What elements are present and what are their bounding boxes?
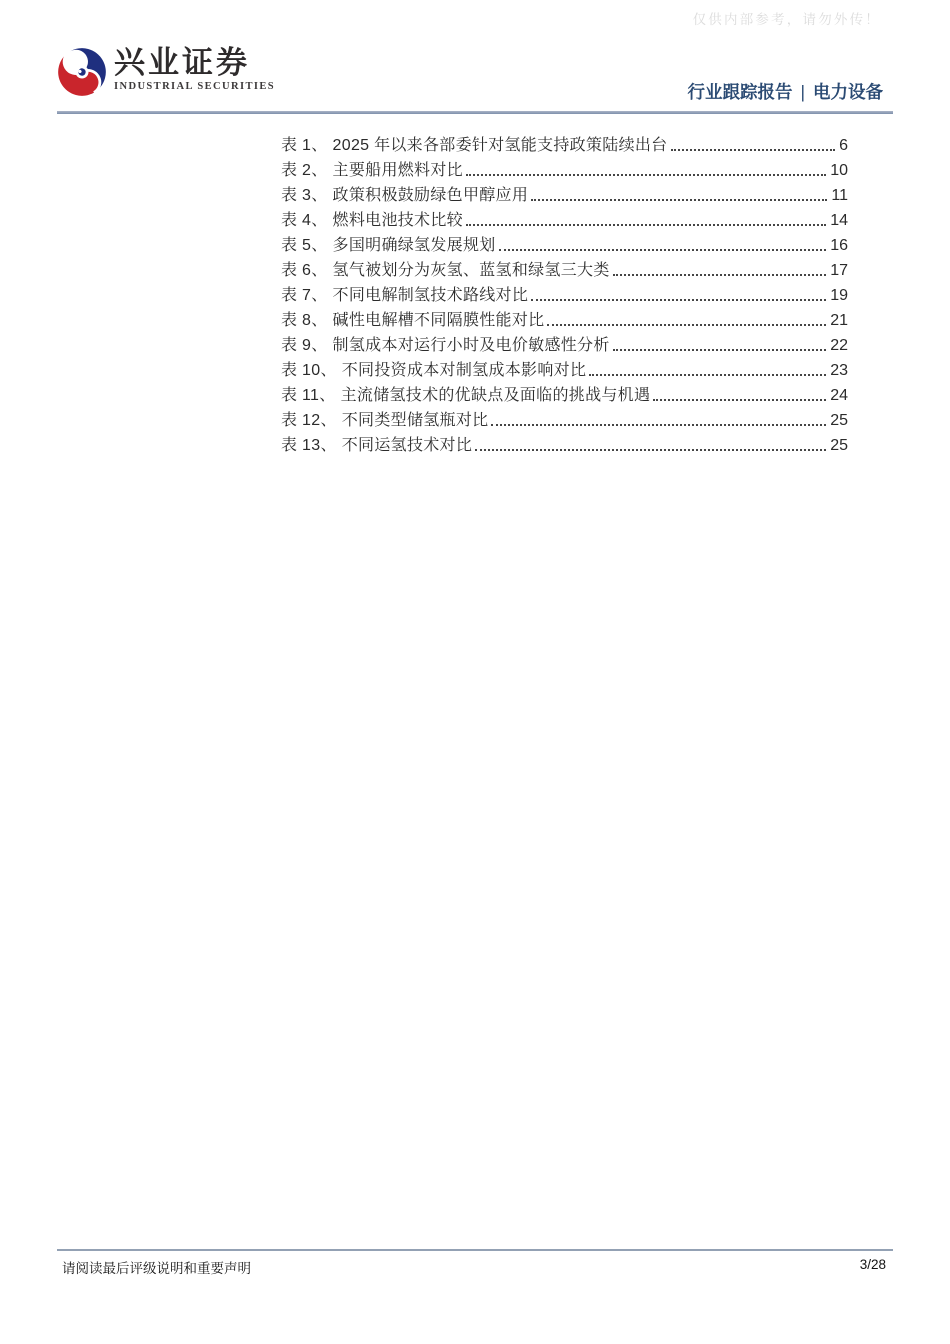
- toc-entry-page: 25: [830, 412, 848, 429]
- toc-entry[interactable]: [281, 180, 848, 205]
- toc-entry-title: 燃料电池技术比较: [332, 212, 463, 229]
- toc-entry[interactable]: [281, 255, 848, 280]
- page-number: 3/28: [859, 1257, 886, 1272]
- toc-dot-leader: [475, 449, 826, 451]
- toc-entry-page: 10: [830, 162, 848, 179]
- toc-entry-label: 表 10、: [281, 362, 337, 379]
- toc-dot-leader: [547, 324, 826, 326]
- sector-label: 电力设备: [813, 82, 883, 102]
- toc-entry-page: 22: [830, 337, 848, 354]
- report-type-header: [687, 79, 883, 104]
- toc-entry-label: 表 7、: [281, 287, 328, 304]
- toc-entry[interactable]: [281, 130, 848, 155]
- toc-entry-title: 多国明确绿氢发展规划: [332, 237, 496, 254]
- toc-entry[interactable]: [281, 205, 848, 230]
- toc-dot-leader: [491, 424, 826, 426]
- toc-dot-leader: [466, 174, 826, 176]
- internal-use-watermark: 仅供内部参考，请勿外传！: [692, 12, 881, 27]
- toc-entry-label: 表 6、: [281, 262, 328, 279]
- toc-entry-page: 11: [831, 187, 848, 204]
- toc-entry-label: 表 3、: [281, 187, 328, 204]
- toc-dot-leader: [589, 374, 826, 376]
- footer-disclaimer: 请阅读最后评级说明和重要声明: [62, 1261, 251, 1276]
- toc-dot-leader: [499, 249, 827, 251]
- brand-logo: [56, 46, 275, 103]
- toc-entry-label: 表 11、: [281, 387, 336, 404]
- toc-entry-page: 19: [830, 287, 848, 304]
- toc-entry[interactable]: [281, 330, 848, 355]
- brand-name: [114, 46, 275, 92]
- toc-entry-page: 17: [830, 262, 848, 279]
- toc-entry-page: 16: [830, 237, 848, 254]
- toc-dot-leader: [466, 224, 826, 226]
- toc-entry[interactable]: [281, 155, 848, 180]
- toc-entry-label: 表 2、: [281, 162, 328, 179]
- toc-entry-page: 23: [830, 362, 848, 379]
- brand-swirl-icon: [56, 46, 108, 103]
- toc-entry-title: 制氢成本对运行小时及电价敏感性分析: [332, 337, 610, 354]
- toc-entry-page: 6: [839, 137, 848, 154]
- toc-dot-leader: [653, 399, 826, 401]
- toc-entry-title: 不同运氢技术对比: [341, 437, 473, 454]
- toc-dot-leader: [531, 199, 827, 201]
- toc-entry-page: 25: [830, 437, 848, 454]
- toc-dot-leader: [613, 274, 827, 276]
- brand-name-en: INDUSTRIAL SECURITIES: [114, 81, 275, 92]
- toc-dot-leader: [671, 149, 836, 151]
- table-of-contents: [281, 130, 848, 455]
- toc-dot-leader: [613, 349, 827, 351]
- header-separator: |: [800, 82, 805, 102]
- toc-entry-page: 24: [830, 387, 848, 404]
- toc-entry-label: 表 13、: [281, 437, 337, 454]
- toc-entry-label: 表 5、: [281, 237, 328, 254]
- brand-name-cn: 兴业证券: [114, 45, 250, 80]
- toc-entry-label: 表 9、: [281, 337, 328, 354]
- header-divider: [57, 111, 893, 114]
- toc-entry-title: 主流储氢技术的优缺点及面临的挑战与机遇: [340, 387, 651, 404]
- toc-entry-title: 不同类型储氢瓶对比: [341, 412, 489, 429]
- toc-entry[interactable]: [281, 380, 848, 405]
- report-type-label: 行业跟踪报告: [687, 82, 793, 102]
- toc-entry-title: 政策积极鼓励绿色甲醇应用: [332, 187, 529, 204]
- toc-entry-label: 表 4、: [281, 212, 328, 229]
- toc-entry[interactable]: [281, 280, 848, 305]
- toc-entry-title: 氢气被划分为灰氢、蓝氢和绿氢三大类: [332, 262, 610, 279]
- toc-dot-leader: [531, 299, 826, 301]
- footer-divider: [57, 1249, 893, 1251]
- toc-entry-label: 表 12、: [281, 412, 337, 429]
- toc-entry[interactable]: [281, 430, 848, 455]
- toc-entry-title: 不同电解制氢技术路线对比: [332, 287, 529, 304]
- toc-entry-page: 21: [830, 312, 848, 329]
- toc-entry-title: 不同投资成本对制氢成本影响对比: [341, 362, 587, 379]
- toc-entry-title: 碱性电解槽不同隔膜性能对比: [332, 312, 545, 329]
- toc-entry-label: 表 1、: [281, 137, 328, 154]
- toc-entry[interactable]: [281, 305, 848, 330]
- toc-entry-label: 表 8、: [281, 312, 328, 329]
- toc-entry[interactable]: [281, 405, 848, 430]
- toc-entry-title: 2025 年以来各部委针对氢能支持政策陆续出台: [332, 137, 668, 154]
- toc-entry[interactable]: [281, 230, 848, 255]
- toc-entry-title: 主要船用燃料对比: [332, 162, 463, 179]
- toc-entry[interactable]: [281, 355, 848, 380]
- toc-entry-page: 14: [830, 212, 848, 229]
